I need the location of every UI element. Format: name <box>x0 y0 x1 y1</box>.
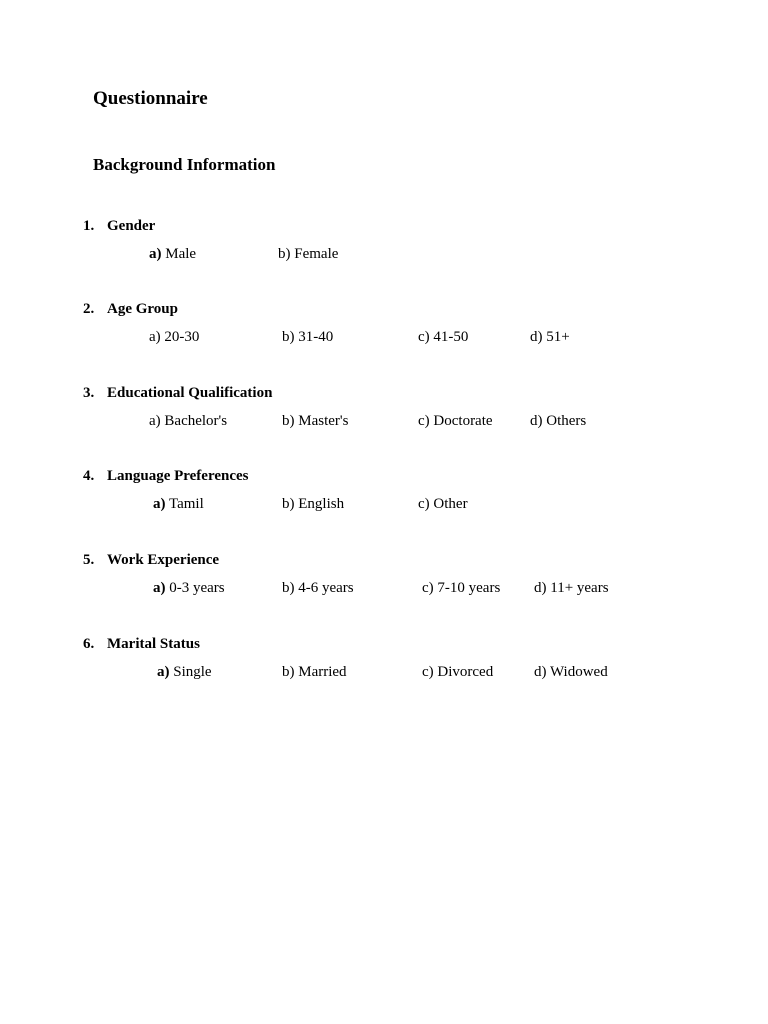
question-number: 4. <box>83 468 95 484</box>
option-text: Divorced <box>433 664 494 680</box>
question-number: 6. <box>83 636 95 652</box>
option-letter: d) <box>534 580 547 596</box>
option-51-plus[interactable] <box>530 328 570 346</box>
option-text: Widowed <box>546 664 608 680</box>
option-text: 4-6 years <box>294 580 354 596</box>
option-text: Master's <box>294 413 349 429</box>
question-number: 5. <box>83 552 95 568</box>
option-letter: d) <box>534 664 547 680</box>
option-letter: a) <box>153 580 166 596</box>
option-letter: b) <box>282 413 295 429</box>
option-letter: a) <box>149 329 161 345</box>
question-age-group <box>0 300 768 360</box>
option-20-30[interactable] <box>149 328 199 346</box>
question-label: Language Preferences <box>107 468 249 484</box>
option-married[interactable] <box>282 663 347 681</box>
option-text: Male <box>161 246 197 262</box>
option-letter: a) <box>149 413 161 429</box>
question-label: Work Experience <box>107 552 220 568</box>
option-letter: b) <box>282 329 295 345</box>
option-text: 7-10 years <box>433 580 501 596</box>
question-label: Educational Qualification <box>107 385 273 401</box>
option-masters[interactable] <box>282 412 348 430</box>
option-text: Female <box>290 246 339 262</box>
option-letter: b) <box>278 246 291 262</box>
option-letter: c) <box>418 413 430 429</box>
question-label: Age Group <box>107 301 178 317</box>
option-text: Other <box>429 496 468 512</box>
option-letter: b) <box>282 580 295 596</box>
question-label: Gender <box>107 218 156 234</box>
option-text: Doctorate <box>429 413 493 429</box>
option-text: Bachelor's <box>160 413 228 429</box>
option-letter: a) <box>149 246 162 262</box>
option-text: Others <box>542 413 587 429</box>
option-31-40[interactable] <box>282 328 333 346</box>
question-number: 1. <box>83 218 95 234</box>
document-title: Questionnaire <box>93 88 208 109</box>
option-text: 0-3 years <box>165 580 225 596</box>
option-letter: c) <box>418 496 430 512</box>
question-language-preferences <box>0 467 768 527</box>
option-text: Married <box>294 664 347 680</box>
option-text: 20-30 <box>160 329 200 345</box>
question-number: 2. <box>83 301 95 317</box>
option-text: 51+ <box>542 329 570 345</box>
option-letter: b) <box>282 496 295 512</box>
question-number: 3. <box>83 385 95 401</box>
question-work-experience <box>0 551 768 611</box>
option-letter: d) <box>530 329 543 345</box>
option-text: 11+ years <box>546 580 609 596</box>
question-label: Marital Status <box>107 636 200 652</box>
option-others[interactable] <box>530 412 586 430</box>
question-marital-status <box>0 635 768 695</box>
option-11-plus-years[interactable] <box>534 579 609 597</box>
option-41-50[interactable] <box>418 328 468 346</box>
option-other[interactable] <box>418 495 468 513</box>
option-english[interactable] <box>282 495 344 513</box>
option-bachelors[interactable] <box>149 412 227 430</box>
option-letter: c) <box>422 580 434 596</box>
option-female[interactable] <box>278 245 338 263</box>
option-7-10-years[interactable] <box>422 579 500 597</box>
option-text: 31-40 <box>294 329 334 345</box>
option-text: English <box>294 496 345 512</box>
section-title: Background Information <box>93 155 276 174</box>
option-letter: c) <box>422 664 434 680</box>
option-letter: d) <box>530 413 543 429</box>
option-letter: b) <box>282 664 295 680</box>
question-educational-qualification <box>0 384 768 444</box>
option-divorced[interactable] <box>422 663 493 681</box>
option-4-6-years[interactable] <box>282 579 354 597</box>
option-widowed[interactable] <box>534 663 608 681</box>
option-letter: a) <box>153 496 166 512</box>
question-gender <box>0 217 768 277</box>
option-tamil[interactable] <box>153 495 204 513</box>
option-single[interactable] <box>157 663 212 681</box>
option-text: 41-50 <box>429 329 469 345</box>
option-text: Single <box>169 664 212 680</box>
option-doctorate[interactable] <box>418 412 493 430</box>
option-letter: c) <box>418 329 430 345</box>
option-text: Tamil <box>165 496 204 512</box>
option-male[interactable] <box>149 245 196 263</box>
option-letter: a) <box>157 664 170 680</box>
option-0-3-years[interactable] <box>153 579 225 597</box>
